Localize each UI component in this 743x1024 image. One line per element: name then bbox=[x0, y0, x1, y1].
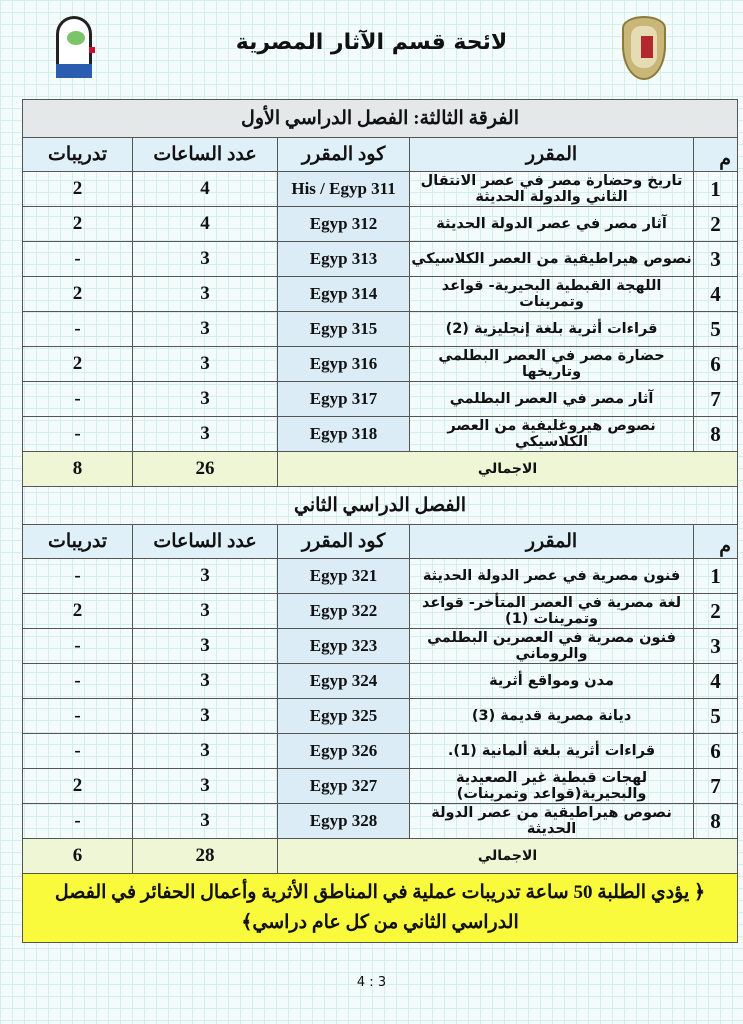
course-training: - bbox=[23, 559, 133, 594]
table-row bbox=[23, 699, 738, 734]
training-note-row bbox=[23, 874, 738, 943]
course-name: حضارة مصر في العصر البطلمي وتاريخها bbox=[410, 347, 694, 382]
table-row bbox=[23, 629, 738, 664]
course-code: Egyp 327 bbox=[278, 769, 410, 804]
header-num: م bbox=[694, 138, 738, 172]
course-hours: 3 bbox=[133, 699, 278, 734]
column-header-row bbox=[23, 138, 738, 172]
course-name: نصوص هيروغليفية من العصر الكلاسيكي bbox=[410, 417, 694, 452]
header-code: كود المقرر bbox=[278, 525, 410, 559]
table-row bbox=[23, 664, 738, 699]
course-training: - bbox=[23, 312, 133, 347]
course-hours: 3 bbox=[133, 382, 278, 417]
total-training: 6 bbox=[23, 839, 133, 874]
row-number: 5 bbox=[694, 699, 738, 734]
course-name: فنون مصرية في العصرين البطلمي والروماني bbox=[410, 629, 694, 664]
course-hours: 3 bbox=[133, 277, 278, 312]
header-num: م bbox=[694, 525, 738, 559]
course-name: آثار مصر في عصر الدولة الحديثة bbox=[410, 207, 694, 242]
row-number: 6 bbox=[694, 347, 738, 382]
row-number: 6 bbox=[694, 734, 738, 769]
course-code: Egyp 325 bbox=[278, 699, 410, 734]
course-training: - bbox=[23, 629, 133, 664]
course-hours: 3 bbox=[133, 734, 278, 769]
column-header-row bbox=[23, 525, 738, 559]
course-training: - bbox=[23, 382, 133, 417]
table-row bbox=[23, 347, 738, 382]
course-hours: 3 bbox=[133, 347, 278, 382]
course-code: Egyp 318 bbox=[278, 417, 410, 452]
header-hours: عدد الساعات bbox=[133, 525, 278, 559]
course-training: - bbox=[23, 699, 133, 734]
page-title: لائحة قسم الآثار المصرية bbox=[235, 30, 508, 55]
table-row bbox=[23, 242, 738, 277]
university-emblem-icon bbox=[622, 16, 666, 80]
table-row bbox=[23, 207, 738, 242]
course-code: Egyp 326 bbox=[278, 734, 410, 769]
course-training: - bbox=[23, 804, 133, 839]
course-name: لغة مصرية في العصر المتأخر- قواعد وتمرينات (1) bbox=[410, 594, 694, 629]
total-label: الاجمالي bbox=[278, 452, 738, 487]
semester-title: الفصل الدراسي الثاني bbox=[23, 487, 738, 525]
row-number: 7 bbox=[694, 382, 738, 417]
row-number: 8 bbox=[694, 804, 738, 839]
row-number: 4 bbox=[694, 277, 738, 312]
course-hours: 3 bbox=[133, 664, 278, 699]
course-code: Egyp 314 bbox=[278, 277, 410, 312]
table-row bbox=[23, 172, 738, 207]
course-code: Egyp 324 bbox=[278, 664, 410, 699]
page-number: 4 : 3 bbox=[356, 975, 387, 990]
course-hours: 3 bbox=[133, 769, 278, 804]
course-name: فنون مصرية في عصر الدولة الحديثة bbox=[410, 559, 694, 594]
course-schedule-table bbox=[22, 99, 738, 943]
row-number: 3 bbox=[694, 629, 738, 664]
table-row bbox=[23, 382, 738, 417]
course-code: Egyp 322 bbox=[278, 594, 410, 629]
course-training: 2 bbox=[23, 207, 133, 242]
table-row bbox=[23, 594, 738, 629]
row-number: 2 bbox=[694, 594, 738, 629]
total-hours: 28 bbox=[133, 839, 278, 874]
row-number: 7 bbox=[694, 769, 738, 804]
course-hours: 3 bbox=[133, 594, 278, 629]
table-row bbox=[23, 769, 738, 804]
course-training: 2 bbox=[23, 172, 133, 207]
semester-title-row bbox=[23, 100, 738, 138]
course-code: Egyp 323 bbox=[278, 629, 410, 664]
total-row bbox=[23, 839, 738, 874]
semester-title: الفرقة الثالثة: الفصل الدراسي الأول bbox=[23, 100, 738, 138]
row-number: 1 bbox=[694, 559, 738, 594]
course-hours: 3 bbox=[133, 804, 278, 839]
course-name: ديانة مصرية قديمة (3) bbox=[410, 699, 694, 734]
table-row bbox=[23, 559, 738, 594]
table-row bbox=[23, 312, 738, 347]
header-code: كود المقرر bbox=[278, 138, 410, 172]
course-name: آثار مصر في العصر البطلمي bbox=[410, 382, 694, 417]
course-code: Egyp 317 bbox=[278, 382, 410, 417]
course-name: اللهجة القبطية البحيرية- قواعد وتمرينات bbox=[410, 277, 694, 312]
row-number: 5 bbox=[694, 312, 738, 347]
course-name: مدن ومواقع أثرية bbox=[410, 664, 694, 699]
course-name: قراءات أثرية بلغة ألمانية (1). bbox=[410, 734, 694, 769]
course-training: 2 bbox=[23, 769, 133, 804]
header-course: المقرر bbox=[410, 138, 694, 172]
row-number: 2 bbox=[694, 207, 738, 242]
training-note: ﴿ يؤدي الطلبة 50 ساعة تدريبات عملية في المناطق الأثرية وأعمال الحفائر في الفصل الدراسي الثاني من كل عام دراسي﴾ bbox=[23, 874, 738, 943]
course-hours: 4 bbox=[133, 207, 278, 242]
course-training: - bbox=[23, 734, 133, 769]
table-row bbox=[23, 417, 738, 452]
course-training: 2 bbox=[23, 594, 133, 629]
course-name: قراءات أثرية بلغة إنجليزية (2) bbox=[410, 312, 694, 347]
course-name: نصوص هيراطيقية من العصر الكلاسيكي bbox=[410, 242, 694, 277]
course-hours: 3 bbox=[133, 417, 278, 452]
total-training: 8 bbox=[23, 452, 133, 487]
total-hours: 26 bbox=[133, 452, 278, 487]
course-code: Egyp 315 bbox=[278, 312, 410, 347]
course-code: Egyp 321 bbox=[278, 559, 410, 594]
header-training: تدريبات bbox=[23, 138, 133, 172]
course-training: - bbox=[23, 242, 133, 277]
header-training: تدريبات bbox=[23, 525, 133, 559]
table-row bbox=[23, 277, 738, 312]
row-number: 1 bbox=[694, 172, 738, 207]
course-hours: 3 bbox=[133, 559, 278, 594]
header-course: المقرر bbox=[410, 525, 694, 559]
total-label: الاجمالي bbox=[278, 839, 738, 874]
course-code: Egyp 328 bbox=[278, 804, 410, 839]
course-name: تاريخ وحضارة مصر في عصر الانتقال الثاني والدولة الحديثة bbox=[410, 172, 694, 207]
header-hours: عدد الساعات bbox=[133, 138, 278, 172]
course-code: His / Egyp 311 bbox=[278, 172, 410, 207]
row-number: 8 bbox=[694, 417, 738, 452]
course-name: نصوص هيراطيقية من عصر الدولة الحديثة bbox=[410, 804, 694, 839]
course-training: 2 bbox=[23, 347, 133, 382]
course-code: Egyp 313 bbox=[278, 242, 410, 277]
course-hours: 3 bbox=[133, 629, 278, 664]
course-hours: 3 bbox=[133, 242, 278, 277]
course-training: 2 bbox=[23, 277, 133, 312]
course-code: Egyp 312 bbox=[278, 207, 410, 242]
course-hours: 4 bbox=[133, 172, 278, 207]
table-row bbox=[23, 734, 738, 769]
total-row bbox=[23, 452, 738, 487]
row-number: 4 bbox=[694, 664, 738, 699]
course-training: - bbox=[23, 417, 133, 452]
page-header bbox=[0, 0, 743, 96]
semester-title-row bbox=[23, 487, 738, 525]
course-hours: 3 bbox=[133, 312, 278, 347]
course-code: Egyp 316 bbox=[278, 347, 410, 382]
course-name: لهجات قبطية غير الصعيدية والبحيرية(قواعد وتمرينات) bbox=[410, 769, 694, 804]
row-number: 3 bbox=[694, 242, 738, 277]
table-row bbox=[23, 804, 738, 839]
course-training: - bbox=[23, 664, 133, 699]
